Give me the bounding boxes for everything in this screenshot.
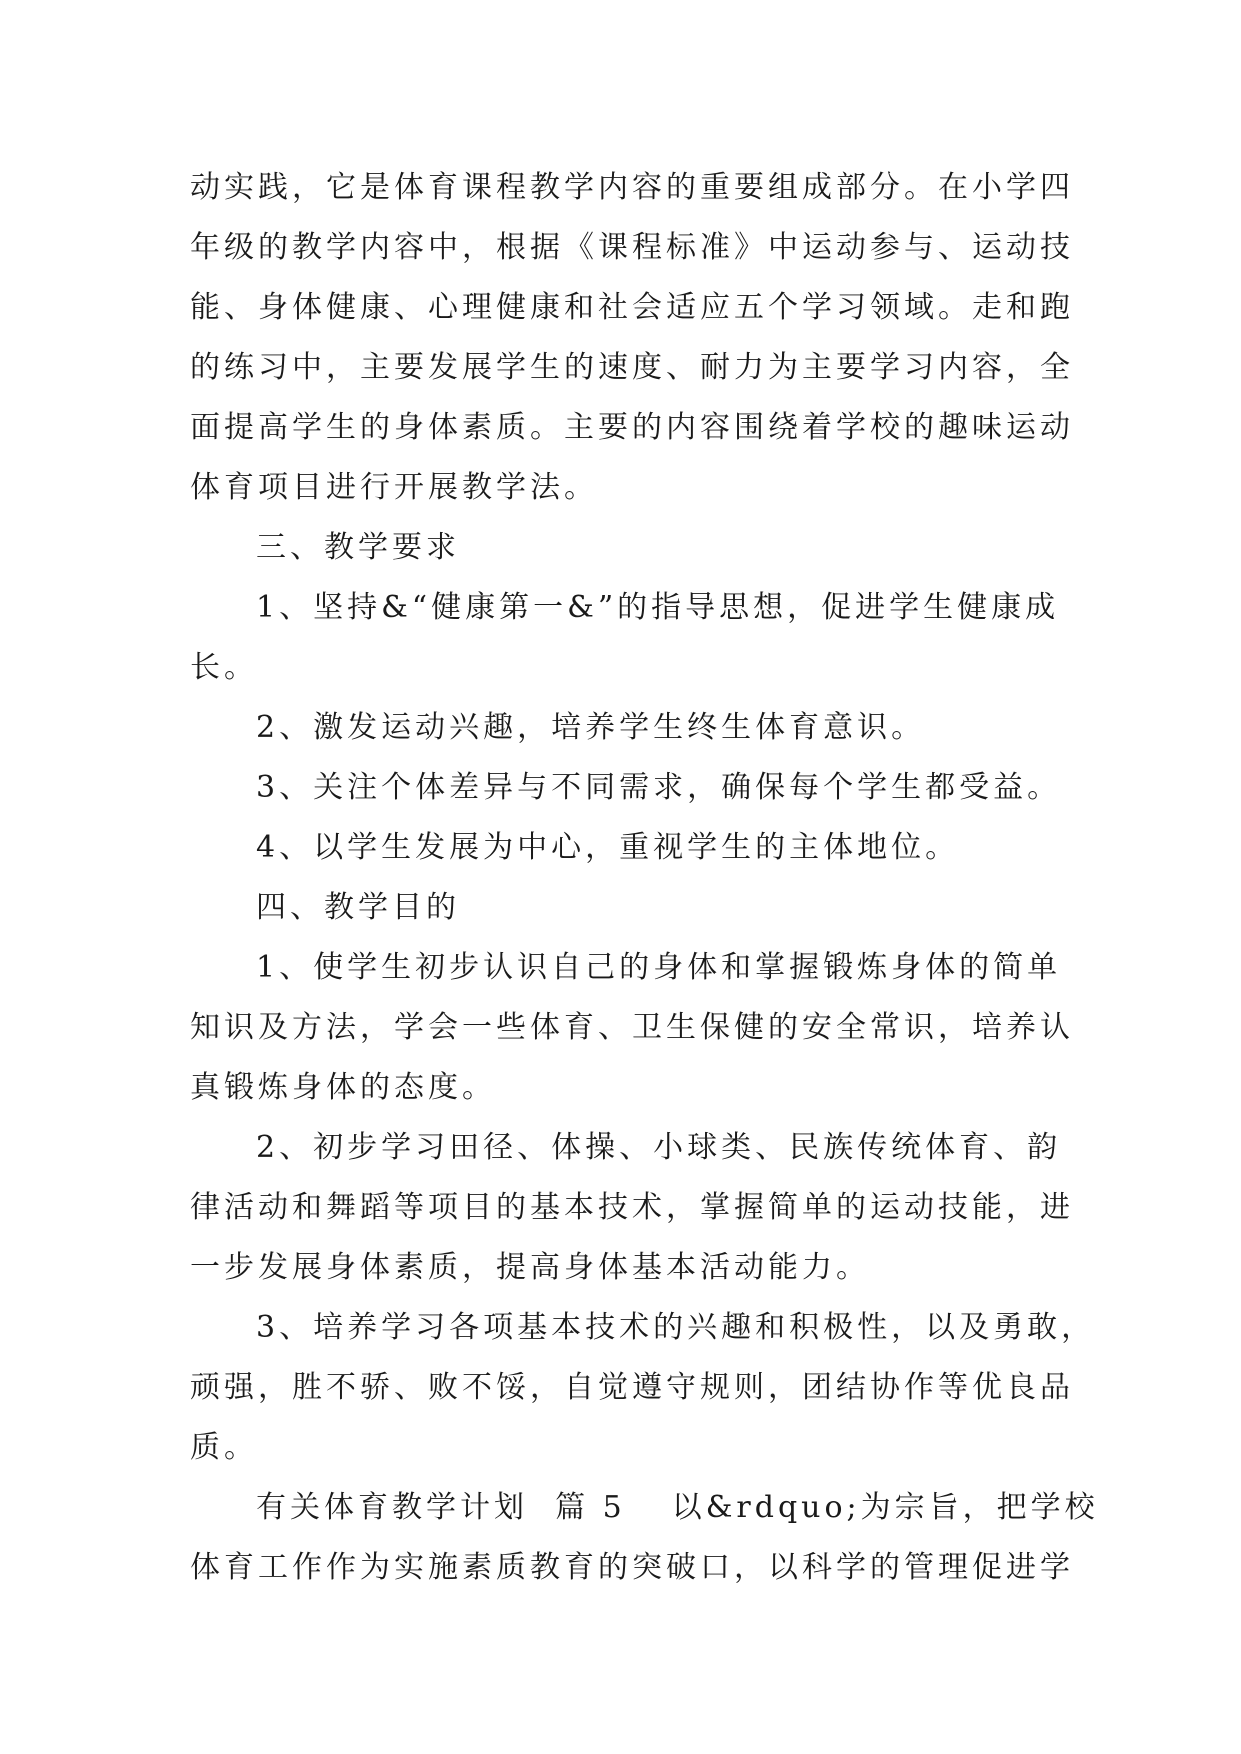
paragraph-line: 体育项目进行开展教学法。	[190, 470, 598, 505]
paragraph-line: 律活动和舞蹈等项目的基本技术，掌握简单的运动技能，进	[190, 1190, 1074, 1225]
paragraph-line: 知识及方法，学会一些体育、卫生保健的安全常识，培养认	[190, 1010, 1074, 1045]
paragraph-line: 长。	[190, 650, 258, 685]
paragraph-line: 能、身体健康、心理健康和社会适应五个学习领域。走和跑	[190, 290, 1074, 325]
list-item: 3、关注个体差异与不同需求，确保每个学生都受益。	[256, 770, 1062, 805]
paragraph-line: 动实践，它是体育课程教学内容的重要组成部分。在小学四	[190, 170, 1074, 205]
paragraph-line: 顽强，胜不骄、败不馁，自觉遵守规则，团结协作等优良品	[190, 1370, 1074, 1405]
paragraph-line: 的练习中，主要发展学生的速度、耐力为主要学习内容，全	[190, 350, 1074, 385]
document-body	[190, 158, 1099, 1598]
section-heading-objectives: 四、教学目的	[256, 890, 460, 925]
section-5-heading: 有关体育教学计划 篇 5	[256, 1490, 626, 1525]
list-item: 1、坚持&“健康第一&”的指导思想，促进学生健康成	[256, 590, 1060, 625]
paragraph-line: 真锻炼身体的态度。	[190, 1070, 496, 1105]
section-heading-requirements: 三、教学要求	[256, 530, 460, 565]
section-5-text: 以&rdquo;为宗旨，把学校	[671, 1490, 1099, 1525]
paragraph-line: 体育工作作为实施素质教育的突破口，以科学的管理促进学	[190, 1550, 1074, 1585]
list-item: 2、激发运动兴趣，培养学生终生体育意识。	[256, 710, 926, 745]
paragraph-line: 质。	[190, 1430, 258, 1465]
list-item: 2、初步学习田径、体操、小球类、民族传统体育、韵	[256, 1130, 1062, 1165]
list-item: 4、以学生发展为中心，重视学生的主体地位。	[256, 830, 960, 865]
paragraph-line: 面提高学生的身体素质。主要的内容围绕着学校的趣味运动	[190, 410, 1074, 445]
paragraph-line: 一步发展身体素质，提高身体基本活动能力。	[190, 1250, 870, 1285]
list-item: 3、培养学习各项基本技术的兴趣和积极性，以及勇敢，	[256, 1310, 1096, 1345]
list-item: 1、使学生初步认识自己的身体和掌握锻炼身体的简单	[256, 950, 1062, 985]
section-5-line	[190, 1478, 1099, 1538]
paragraph-line: 年级的教学内容中，根据《课程标准》中运动参与、运动技	[190, 230, 1074, 265]
